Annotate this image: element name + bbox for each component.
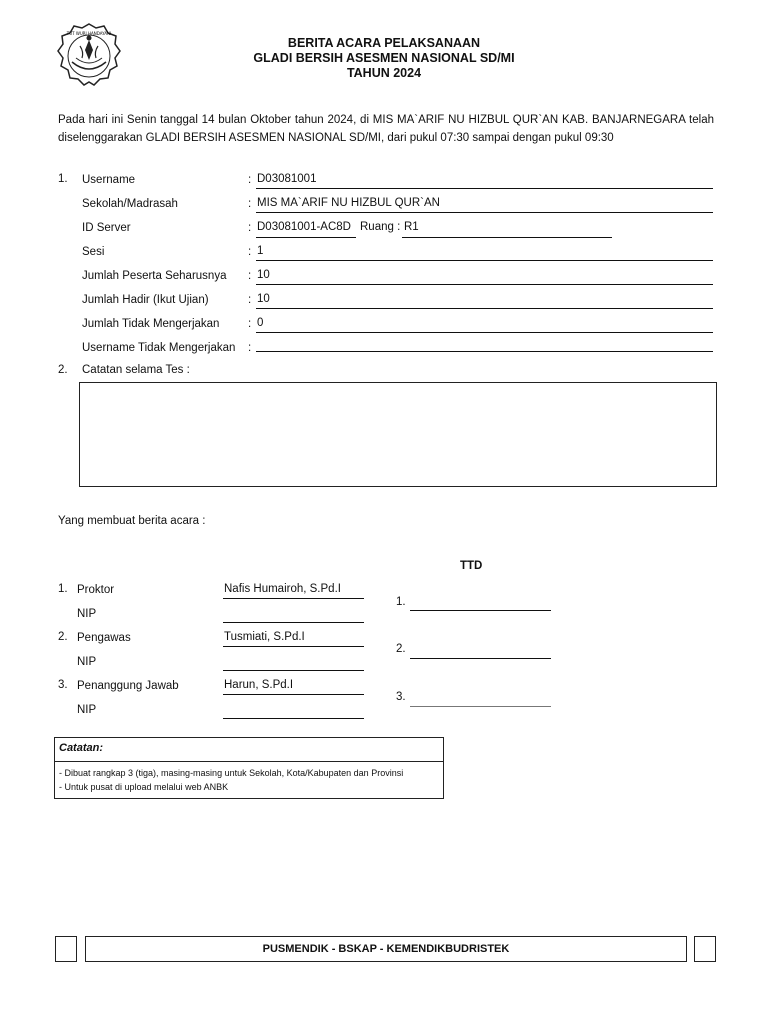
signer-name-underline	[223, 694, 364, 695]
signer-name-underline	[223, 598, 364, 599]
field-label-sekolah: Sekolah/Madrasah	[82, 198, 178, 210]
ruang-value[interactable]: R1	[404, 221, 419, 233]
footer-banner	[85, 936, 687, 962]
nip-underline[interactable]	[223, 718, 364, 719]
doc-title-line2: GLADI BERSIH ASESMEN NASIONAL SD/MI	[253, 51, 515, 65]
colon: :	[248, 294, 252, 306]
notes-title: Catatan:	[59, 742, 104, 754]
nip-underline[interactable]	[223, 670, 364, 671]
field-label-id-server: ID Server	[82, 222, 131, 234]
section1-number: 1.	[58, 173, 68, 185]
nip-label: NIP	[77, 608, 97, 620]
notes-line: - Dibuat rangkap 3 (tiga), masing-masing untuk Sekolah, Kota/Kabupaten dan Provinsi	[59, 768, 404, 778]
signer-number: 2.	[58, 631, 68, 643]
nip-label: NIP	[77, 656, 97, 668]
field-underline	[256, 237, 356, 238]
field-underline	[256, 260, 713, 261]
signer-name-pengawas[interactable]: Tusmiati, S.Pd.I	[224, 631, 305, 643]
colon: :	[248, 342, 252, 354]
doc-title-line1: BERITA ACARA PELAKSANAAN	[287, 36, 481, 50]
field-value-sesi[interactable]: 1	[257, 245, 264, 257]
field-value-sekolah[interactable]: MIS MA`ARIF NU HIZBUL QUR`AN	[257, 197, 440, 209]
logo-text: TUT WURI HANDAYANI	[66, 31, 112, 36]
field-underline	[256, 212, 713, 213]
catatan-tes-textarea[interactable]	[79, 382, 717, 487]
doc-title-line3: TAHUN 2024	[346, 66, 422, 80]
ttd-number: 3.	[396, 691, 406, 703]
field-value-tidak-mengerjakan[interactable]: 0	[257, 317, 264, 329]
colon: :	[248, 318, 252, 330]
field-underline	[256, 351, 713, 352]
signature-line[interactable]	[410, 658, 551, 659]
section2-number: 2.	[58, 364, 68, 376]
field-underline	[256, 284, 713, 285]
signer-number: 3.	[58, 679, 68, 691]
signer-name-underline	[223, 646, 364, 647]
notes-box	[54, 737, 444, 799]
colon: :	[248, 174, 252, 186]
field-underline	[256, 308, 713, 309]
field-underline	[402, 237, 612, 238]
intro-paragraph: Pada hari ini Senin tanggal 14 bulan Oktober tahun 2024, di MIS MA`ARIF NU HIZBUL QUR`AN KAB. BANJARNEGARA telah diselenggarakan GLADI BERSIH ASESMEN NASIONAL SD/MI, dari pukul 07:30 sampai dengan pukul 09:30	[58, 114, 714, 144]
ttd-heading: TTD	[460, 560, 483, 572]
signer-name-proktor[interactable]: Nafis Humairoh, S.Pd.I	[224, 583, 341, 595]
footer-right-box	[694, 936, 716, 962]
field-underline	[256, 332, 713, 333]
field-label-peserta-seharusnya: Jumlah Peserta Seharusnya	[82, 270, 227, 282]
field-value-jumlah-hadir[interactable]: 10	[257, 293, 270, 305]
footer-left-box	[55, 936, 77, 962]
field-value-peserta-seharusnya[interactable]: 10	[257, 269, 270, 281]
colon: :	[248, 246, 252, 258]
nip-label: NIP	[77, 704, 97, 716]
colon: :	[248, 198, 252, 210]
ttd-number: 1.	[396, 596, 406, 608]
ttd-number: 2.	[396, 643, 406, 655]
signer-role-pengawas: Pengawas	[77, 632, 131, 644]
notes-divider	[55, 761, 443, 762]
ruang-label: Ruang :	[360, 221, 401, 233]
signer-role-penanggung-jawab: Penanggung Jawab	[77, 680, 179, 692]
field-label-username-tidak-mengerjakan: Username Tidak Mengerjakan	[82, 342, 236, 354]
signer-number: 1.	[58, 583, 68, 595]
field-value-id-server[interactable]: D03081001-AC8D	[257, 221, 351, 233]
signature-line[interactable]	[410, 706, 551, 707]
nip-underline[interactable]	[223, 622, 364, 623]
signer-role-proktor: Proktor	[77, 584, 115, 596]
field-label-sesi: Sesi	[82, 246, 105, 258]
colon: :	[248, 222, 252, 234]
signature-line[interactable]	[410, 610, 551, 611]
field-value-username[interactable]: D03081001	[257, 173, 317, 185]
signer-name-penanggung-jawab[interactable]: Harun, S.Pd.I	[224, 679, 294, 691]
notes-line: - Untuk pusat di upload melalui web ANBK	[59, 782, 229, 792]
footer-text: PUSMENDIK - BSKAP - KEMENDIKBUDRISTEK	[262, 943, 510, 955]
field-underline	[256, 188, 713, 189]
section2-label: Catatan selama Tes :	[82, 364, 190, 376]
signers-heading: Yang membuat berita acara :	[58, 515, 206, 527]
field-label-username: Username	[82, 174, 136, 186]
field-label-jumlah-hadir: Jumlah Hadir (Ikut Ujian)	[82, 294, 209, 306]
field-label-tidak-mengerjakan: Jumlah Tidak Mengerjakan	[82, 318, 220, 330]
colon: :	[248, 270, 252, 282]
